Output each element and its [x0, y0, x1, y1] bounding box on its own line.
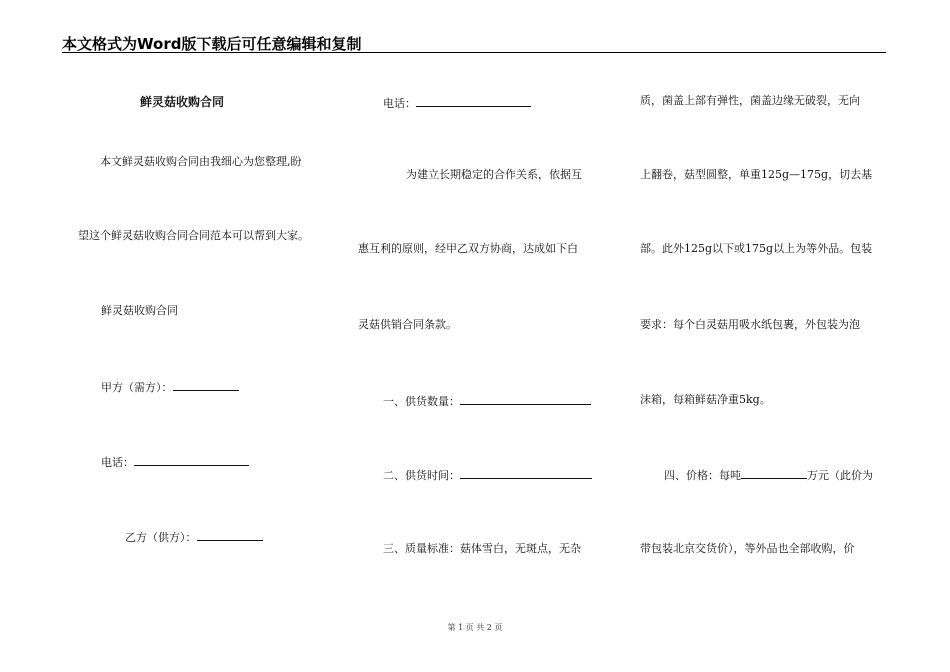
quality-line-2: 上翻卷，菇型圆整，单重125g—175g，切去基: [640, 168, 873, 181]
item-price-suffix: 万元（此价为: [807, 469, 873, 482]
item-supply-quantity-label: 一、供货数量：: [383, 395, 460, 408]
item-price: [664, 467, 873, 483]
quality-line-1: 质，菌盖上部有弹性，菌盖边缘无破裂，无向: [640, 94, 860, 107]
item-supply-time-label: 二、供货时间：: [383, 469, 460, 482]
party-b-line: [125, 529, 263, 545]
quality-line-3: 部。此外125g以下或175g以上为等外品。包装: [640, 242, 873, 255]
party-b-blank: [197, 529, 263, 541]
phone-b-blank: [416, 95, 531, 107]
party-b-label: 乙方（供方）：: [125, 531, 197, 544]
party-a-line: [101, 379, 239, 395]
phone-b-label: 电话：: [383, 97, 416, 110]
supply-time-blank: [460, 467, 592, 479]
contract-title: 鲜灵菇收购合同: [140, 95, 225, 109]
page-number: 第 1 页 共 2 页: [447, 623, 503, 632]
item-supply-time: [383, 467, 592, 483]
phone-a-blank: [134, 454, 249, 466]
price-blank: [741, 467, 807, 479]
party-a-blank: [173, 379, 239, 391]
intro-line-2: 望这个鲜灵菇收购合同合同范本可以帮到大家。: [78, 229, 309, 242]
supply-quantity-blank: [460, 393, 591, 405]
contract-subtitle: 鲜灵菇收购合同: [101, 304, 178, 317]
preamble-line-2: 惠互利的原则，经甲乙双方协商，达成如下白: [358, 242, 578, 255]
phone-a-label: 电话：: [101, 456, 134, 469]
item-price-prefix: 四、价格：每吨: [664, 469, 741, 482]
header-rule: [62, 52, 886, 53]
phone-a-line: [101, 454, 249, 470]
intro-line-1: 本文鲜灵菇收购合同由我细心为您整理,盼: [100, 155, 302, 168]
packaging-line-1: 要求：每个白灵菇用吸水纸包裹，外包装为泡: [640, 318, 860, 331]
document-banner: 本文格式为Word版下载后可任意编辑和复制: [62, 35, 362, 53]
item-supply-quantity: [383, 393, 591, 409]
item-quality-standard: 三、质量标准：菇体雪白，无斑点，无杂: [383, 542, 581, 555]
preamble-line-1: 为建立长期稳定的合作关系，依据互: [406, 168, 582, 181]
party-a-label: 甲方（需方）：: [101, 381, 173, 394]
packaging-line-2: 沫箱，每箱鲜菇净重5kg。: [640, 393, 771, 406]
preamble-line-3: 灵菇供销合同条款。: [358, 318, 457, 331]
phone-b-line: [383, 95, 531, 111]
price-line-2: 带包装北京交货价），等外品也全部收购，价: [640, 542, 855, 555]
